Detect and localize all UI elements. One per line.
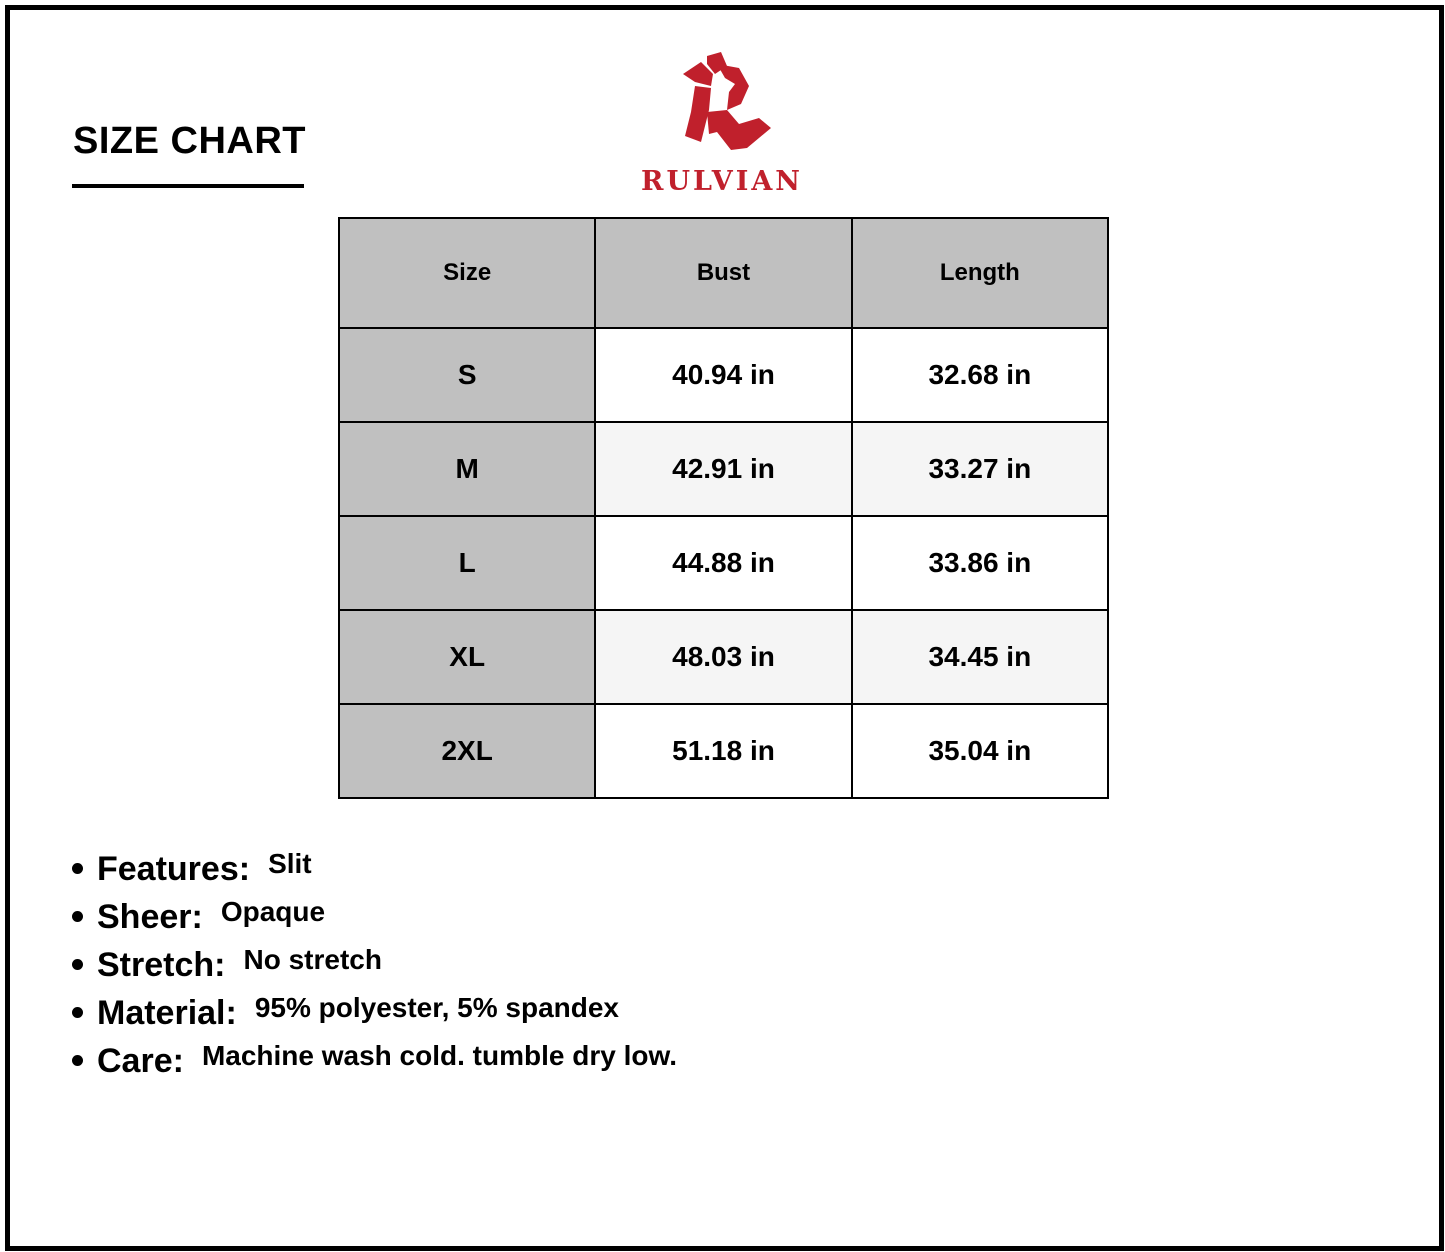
table-row	[339, 704, 1108, 798]
column-header-bust: Bust	[595, 218, 851, 328]
length-cell: 32.68 in	[852, 328, 1108, 422]
bust-cell: 40.94 in	[595, 328, 851, 422]
spec-label: Care:	[97, 1042, 184, 1080]
brand-logo	[625, 52, 825, 202]
bust-cell: 51.18 in	[595, 704, 851, 798]
page-title: SIZE CHART	[73, 120, 306, 162]
brand-name: RULVIAN	[641, 166, 803, 197]
spec-item-stretch	[72, 944, 677, 992]
spec-value: Machine wash cold. tumble dry low.	[201, 1040, 677, 1071]
spec-label: Stretch:	[97, 946, 226, 984]
spec-value: Slit	[268, 848, 312, 879]
table-row	[339, 328, 1108, 422]
spec-item-sheer	[72, 896, 677, 944]
spec-value: No stretch	[243, 944, 382, 975]
bullet-icon	[72, 959, 83, 970]
spec-item-features	[72, 848, 677, 896]
bust-cell: 44.88 in	[595, 516, 851, 610]
bust-cell: 48.03 in	[595, 610, 851, 704]
bullet-icon	[72, 911, 83, 922]
length-cell: 33.86 in	[852, 516, 1108, 610]
size-cell: XL	[339, 610, 595, 704]
size-cell: S	[339, 328, 595, 422]
column-header-size: Size	[339, 218, 595, 328]
bullet-icon	[72, 1007, 83, 1018]
size-cell: L	[339, 516, 595, 610]
table-row	[339, 610, 1108, 704]
r-monogram-icon	[677, 52, 773, 162]
spec-item-material	[72, 992, 677, 1040]
column-header-length: Length	[852, 218, 1108, 328]
size-cell: M	[339, 422, 595, 516]
size-cell: 2XL	[339, 704, 595, 798]
title-underline	[72, 184, 304, 188]
spec-label: Material:	[97, 994, 237, 1032]
bullet-icon	[72, 863, 83, 874]
length-cell: 33.27 in	[852, 422, 1108, 516]
table-row	[339, 422, 1108, 516]
spec-value: Opaque	[220, 896, 326, 927]
table-row	[339, 516, 1108, 610]
bust-cell: 42.91 in	[595, 422, 851, 516]
spec-label: Features:	[97, 850, 251, 888]
size-table	[338, 217, 1109, 799]
spec-item-care	[72, 1040, 677, 1088]
spec-value: 95% polyester, 5% spandex	[254, 992, 620, 1023]
spec-label: Sheer:	[97, 898, 203, 936]
spec-list	[72, 848, 677, 1088]
table-header-row	[339, 218, 1108, 328]
length-cell: 35.04 in	[852, 704, 1108, 798]
bullet-icon	[72, 1055, 83, 1066]
length-cell: 34.45 in	[852, 610, 1108, 704]
